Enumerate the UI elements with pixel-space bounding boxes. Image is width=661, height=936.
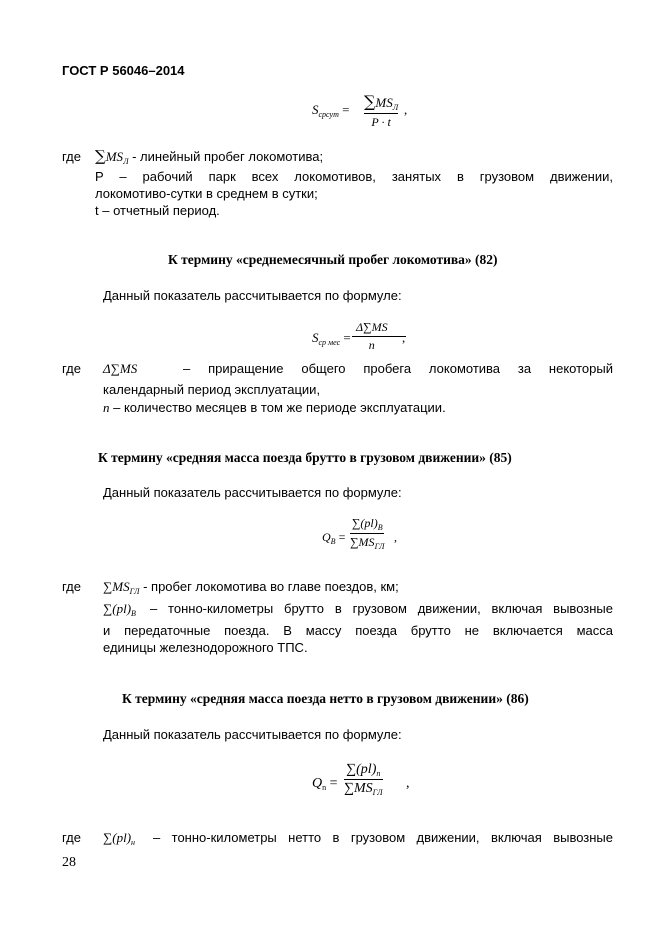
def-months: n – количество месяцев в том же периоде эксплуатации. (103, 400, 446, 415)
formula-fraction: $\sum(pl)_В$ $\sum MS_{ГЛ}$ (350, 516, 385, 551)
def-gross-tkm-line1: – тонно-километры брутто в грузовом движении, включая вывозные (150, 601, 613, 616)
def-delta-sum-symbol: Δ∑MS (103, 361, 138, 376)
formula-gross-mass: $Q_В$ = $\sum(pl)_В$ $\sum MS_{ГЛ}$ , (322, 516, 397, 551)
def-linear-mileage: $\sum MS_Л$ - линейный пробег локомотива; (95, 147, 324, 166)
def-delta-line2: календарный период эксплуатации, (103, 382, 321, 397)
formula-fraction: Δ∑MS n (356, 320, 388, 353)
section-86-intro: Данный показатель рассчитывается по формуле: (103, 727, 402, 742)
def-delta-line1: – приращение общего пробега локомотива за некоторый (183, 361, 613, 376)
def-gross-tkm-line2: и передаточные поезда. В массу поезда брутто не включается масса (103, 623, 613, 638)
section-82-intro: Данный показатель рассчитывается по формуле: (103, 288, 402, 303)
section-85-intro: Данный показатель рассчитывается по формуле: (103, 485, 402, 500)
def-gross-tkm-symbol: $\sum(pl)_В$ (103, 601, 136, 618)
section-heading-85: К термину «средняя масса поезда брутто в грузовом движении» (85) (98, 450, 512, 465)
document-id-header: ГОСТ Р 56046–2014 (62, 63, 185, 78)
section-heading-82: К термину «среднемесячный пробег локомотива» (82) (168, 252, 498, 267)
formula-fraction: $\sum(pl)_n$ $\sum MS_{ГЛ}$ (344, 762, 383, 797)
formula-net-mass: $Q_n$ = $\sum(pl)_n$ $\sum MS_{ГЛ}$ , (312, 762, 410, 797)
def-fleet-line1: P – рабочий парк всех локомотивов, занятых в грузовом движении, (95, 169, 613, 184)
page-number: 28 (62, 855, 76, 870)
formula-tail: , (404, 102, 408, 117)
where-label: где (62, 149, 81, 164)
formula-monthly-mileage: $S_{ср мес}$ = Δ∑MS n , (312, 320, 406, 352)
formula-daily-mileage (312, 92, 422, 132)
def-period: t – отчетный период. (95, 203, 220, 218)
def-net-tkm-line1: – тонно-километры нетто в грузовом движении, включая вывозные (153, 830, 613, 845)
where-label: где (62, 579, 81, 594)
where-label: где (62, 830, 81, 845)
def-gross-tkm-line3: единицы железнодорожного ТПС. (103, 640, 308, 655)
def-net-tkm-symbol: $\sum(pl)_н$ (103, 830, 136, 847)
formula-lhs: $S_{срсут}$ = (312, 102, 350, 119)
formula-fraction: $\sum MS_Л$ P · t (364, 92, 399, 129)
def-fleet-line2: локомотиво-сутки в среднем в сутки; (95, 186, 318, 201)
section-heading-86: К термину «средняя масса поезда нетто в грузовом движении» (86) (122, 691, 529, 706)
def-head-mileage: $\sum MS_{ГЛ}$ - пробег локомотива во главе поездов, км; (103, 579, 399, 596)
where-label: где (62, 361, 81, 376)
